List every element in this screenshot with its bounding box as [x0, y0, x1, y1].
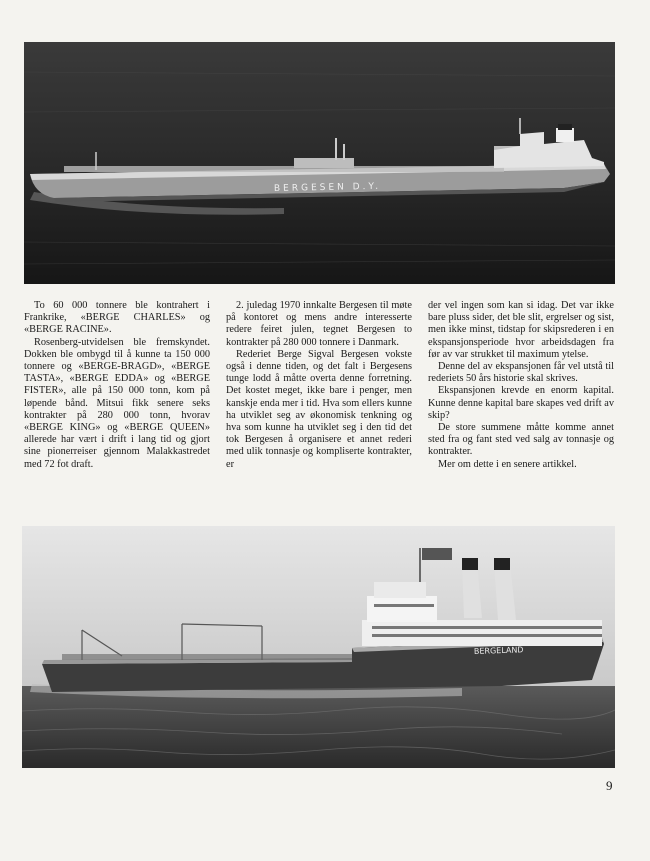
paragraph: Rederiet Berge Sigval Bergesen vokste også i denne tiden, og det falt i Bergesens tunge lodd å måtte overta denne forretning. Det kostet meget, ikke bare i penger, men kanskje enda mer i tid. Hva som ellers kunne ha utviklet seg av økonomisk tenkning og hva som kunne ha utviklet seg i den tid det tok Bergesen å organisere et annet rederi med ulik tonnasje og kompliserte kontrakter, er	[226, 348, 412, 470]
hull-lettering-top: BERGESEN D.Y.	[273, 181, 382, 194]
paragraph: Denne del av ekspansjonen får vel utstå til rederiets 50 års historie skal skrives.	[428, 361, 614, 385]
article-column-3	[428, 300, 614, 471]
paragraph: De store summene måtte komme annet sted fra og fant sted ved salg av tonnasje og kontrakter.	[428, 422, 614, 458]
paragraph: To 60 000 tonnere ble kontrahert i Frankrike, «BERGE CHARLES» og «BERGE RACINE».	[24, 300, 210, 336]
paragraph: Mer om dette i en senere artikkel.	[438, 458, 577, 470]
article-column-2	[226, 300, 412, 471]
paragraph: der vel ingen som kan si idag. Det var ikke bare pluss sider, det ble slit, ergrelser og sist, men ikke minst, tidstap for skipsrederen i en ekspansjonsperiode hvor arbeidsdagen fra før av var strukket til maximum ytelse.	[428, 300, 614, 360]
paragraph: Rosenberg-utvidelsen ble fremskyndet. Dokken ble ombygd til å kunne ta 150 000 tonnere og «BERGE-BRAGD», «BERGE TASTA», «BERGE EDDA» og «BERGE FISTER», alle på 150 000 tonn, kom på løpende bånd. Mitsui fikk senere seks kontrakter på 280 000 tonn, hvorav «BERGE KING» og «BERGE QUEEN» allerede har vært i drift i lang tid og gjort sine pionerreiser gjennom Malakkastredet med 72 fot draft.	[24, 336, 210, 470]
article-column-1	[24, 300, 210, 471]
paragraph: 2. juledag 1970 innkalte Bergesen til møte på kontoret og mens andre interesserte redere feiret julen, tegnet Bergesen to kontrakter på 280 000 tonnere i Danmark.	[226, 300, 412, 348]
page-number: 9	[606, 778, 613, 793]
hull-lettering-bottom: BERGELAND	[473, 645, 524, 656]
paragraph: Ekspansjonen krevde en enorm kapital. Kunne denne kapital bare skapes ved drift av skip?	[428, 385, 614, 421]
tanker-photo-top	[24, 42, 615, 284]
ship-photo-bottom	[22, 526, 615, 768]
